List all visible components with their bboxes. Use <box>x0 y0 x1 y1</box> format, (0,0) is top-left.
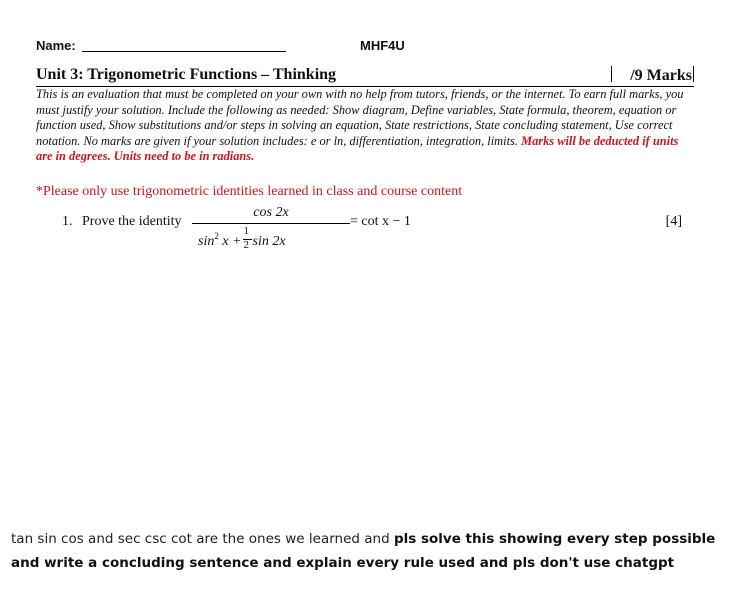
fraction-denominator <box>198 227 286 255</box>
den-sin: sin <box>198 234 215 249</box>
instructions-text: This is an evaluation that must be completed on your own with no help from tutors, friends, or the internet. To earn full marks, you must justify your solution. Include the following as needed: Show diagram, Define variables, State formula, theorem, equation or function used, Show substitutions and/or steps in solving an equation, State restrictions, State concluding statement, Use correct notation. No marks are given if your solution includes: e or ln, differentiation, integration, limits. <box>36 87 684 148</box>
instructions-warning: Marks will be deducted if units are in degrees. Units need to be in radians. <box>36 133 679 164</box>
den-sin2x: sin 2x <box>252 234 286 249</box>
marks-divider <box>611 66 612 82</box>
marks-divider-end <box>693 66 694 82</box>
total-marks <box>611 66 694 85</box>
name-label: Name: <box>36 38 76 53</box>
unit-title-row <box>36 66 694 87</box>
fraction-bar <box>192 223 350 224</box>
question-prompt: Prove the identity <box>82 214 182 229</box>
unit-title: Unit 3: Trigonometric Functions – Thinking <box>36 66 337 83</box>
student-note-request: pls solve this showing every step possible and write a concluding sentence and explain every rule used and pls don't use chatgpt <box>11 531 716 571</box>
student-note-text: tan sin cos and sec csc cot are the ones we learned and <box>11 531 394 547</box>
student-note <box>11 527 739 575</box>
den-x-plus: x + <box>222 234 242 249</box>
question-marks: [4] <box>665 214 682 229</box>
identity-rhs: = cot x − 1 <box>350 214 411 229</box>
question-number: 1. <box>62 214 73 229</box>
half-numerator: 1 <box>243 225 250 237</box>
half-fraction <box>243 227 252 255</box>
instructions <box>36 87 696 165</box>
half-denominator: 2 <box>243 239 250 251</box>
question-1 <box>62 205 682 257</box>
name-line <box>82 51 286 52</box>
header-row <box>36 38 716 56</box>
identities-note: *Please only use trigonometric identities learned in class and course content <box>36 184 463 199</box>
course-code: MHF4U <box>360 38 405 53</box>
den-exponent: 2 <box>214 231 219 241</box>
total-marks-text: /9 Marks <box>630 67 692 84</box>
identity-fraction <box>192 205 350 255</box>
fraction-numerator: cos 2x <box>253 205 289 220</box>
